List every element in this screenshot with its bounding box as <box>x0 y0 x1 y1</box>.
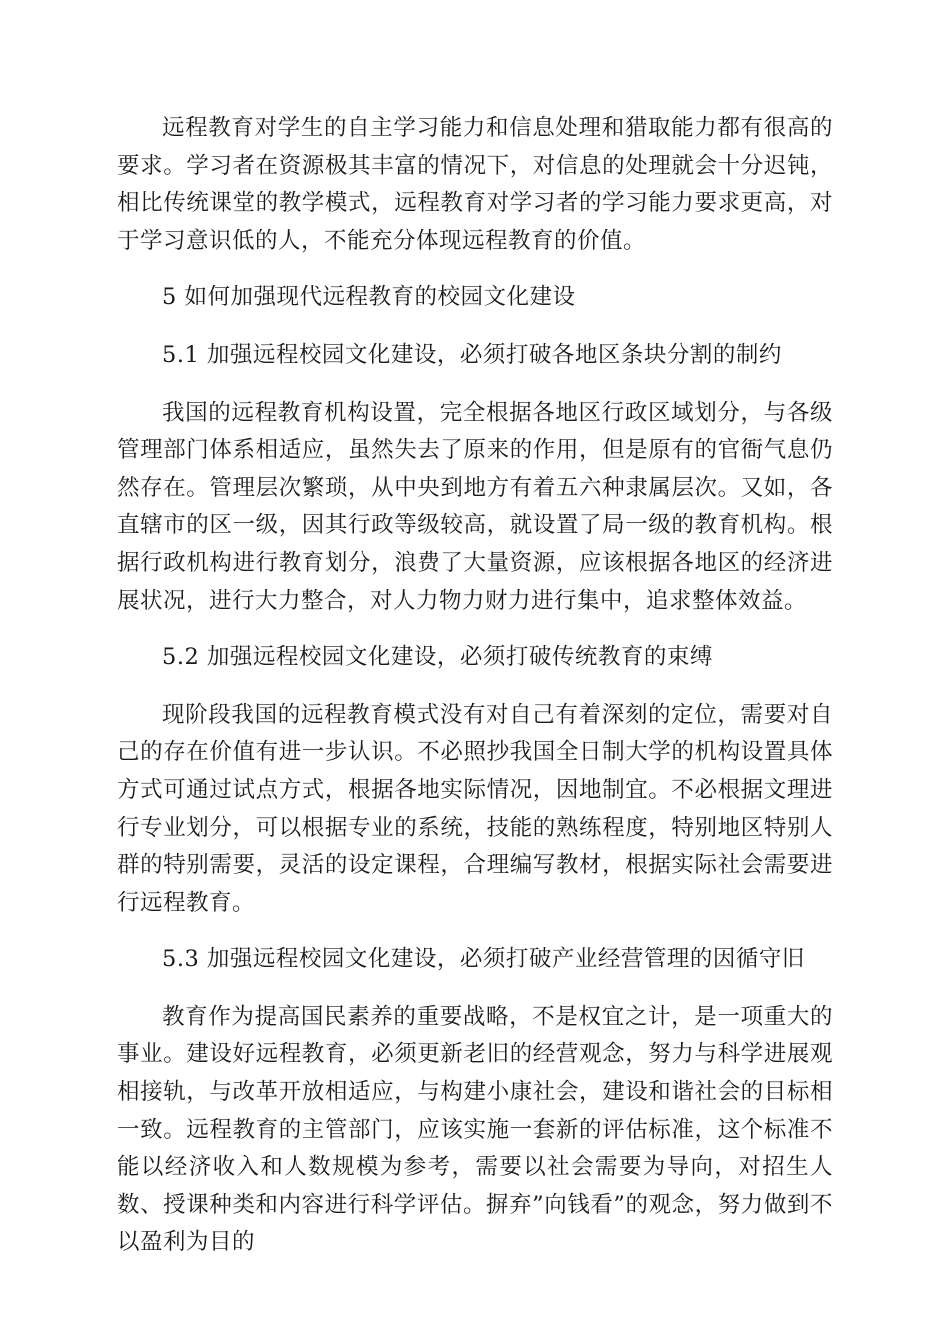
subsection-heading: 5.1 加强远程校园文化建设，必须打破各地区条块分割的制约 <box>162 341 782 368</box>
body-paragraph: 现阶段我国的远程教育模式没有对自己有着深刻的定位，需要对自己的存在价值有进一步认识。不必照抄我国全日制大学的机构设置具体方式可通过试点方式，根据各地实际情况，因地制宜。不必根据文理进行专业划分，可以根据专业的系统，技能的熟练程度，特别地区特别人群的特别需要，灵活的设定课程，合理编写教材，根据实际社会需要进行远程教育。 <box>117 701 833 916</box>
body-paragraph: 教育作为提高国民素养的重要战略，不是权宜之计，是一项重大的事业。建设好远程教育，必须更新老旧的经营观念，努力与科学进展观相接轨，与改革开放相适应，与构建小康社会，建设和谐社会的目标相一致。远程教育的主管部门，应该实施一套新的评估标准，这个标准不能以经济收入和人数规模为参考，需要以社会需要为导向，对招生人数、授课种类和内容进行科学评估。摒弃”向钱看”的观念，努力做到不以盈利为目的 <box>117 1003 833 1256</box>
document-page <box>117 110 833 1262</box>
subsection-heading: 5.3 加强远程校园文化建设，必须打破产业经营管理的因循守旧 <box>162 946 805 973</box>
body-paragraph: 我国的远程教育机构设置，完全根据各地区行政区域划分，与各级管理部门体系相适应，虽然失去了原来的作用，但是原有的官衙气息仍然存在。管理层次繁琐，从中央到地方有着五六种隶属层次。又如，各直辖市的区一级，因其行政等级较高，就设置了局一级的教育机构。根据行政机构进行教育划分，浪费了大量资源，应该根据各地区的经济进展状况，进行大力整合，对人力物力财力进行集中，追求整体效益。 <box>117 399 833 614</box>
subsection-heading: 5.2 加强远程校园文化建设，必须打破传统教育的束缚 <box>162 644 713 671</box>
body-paragraph: 远程教育对学生的自主学习能力和信息处理和猎取能力都有很高的要求。学习者在资源极其丰富的情况下，对信息的处理就会十分迟钝，相比传统课堂的教学模式，远程教育对学习者的学习能力要求更高，对于学习意识低的人，不能充分体现远程教育的价值。 <box>117 115 833 254</box>
section-heading: 5 如何加强现代远程教育的校园文化建设 <box>162 284 576 311</box>
